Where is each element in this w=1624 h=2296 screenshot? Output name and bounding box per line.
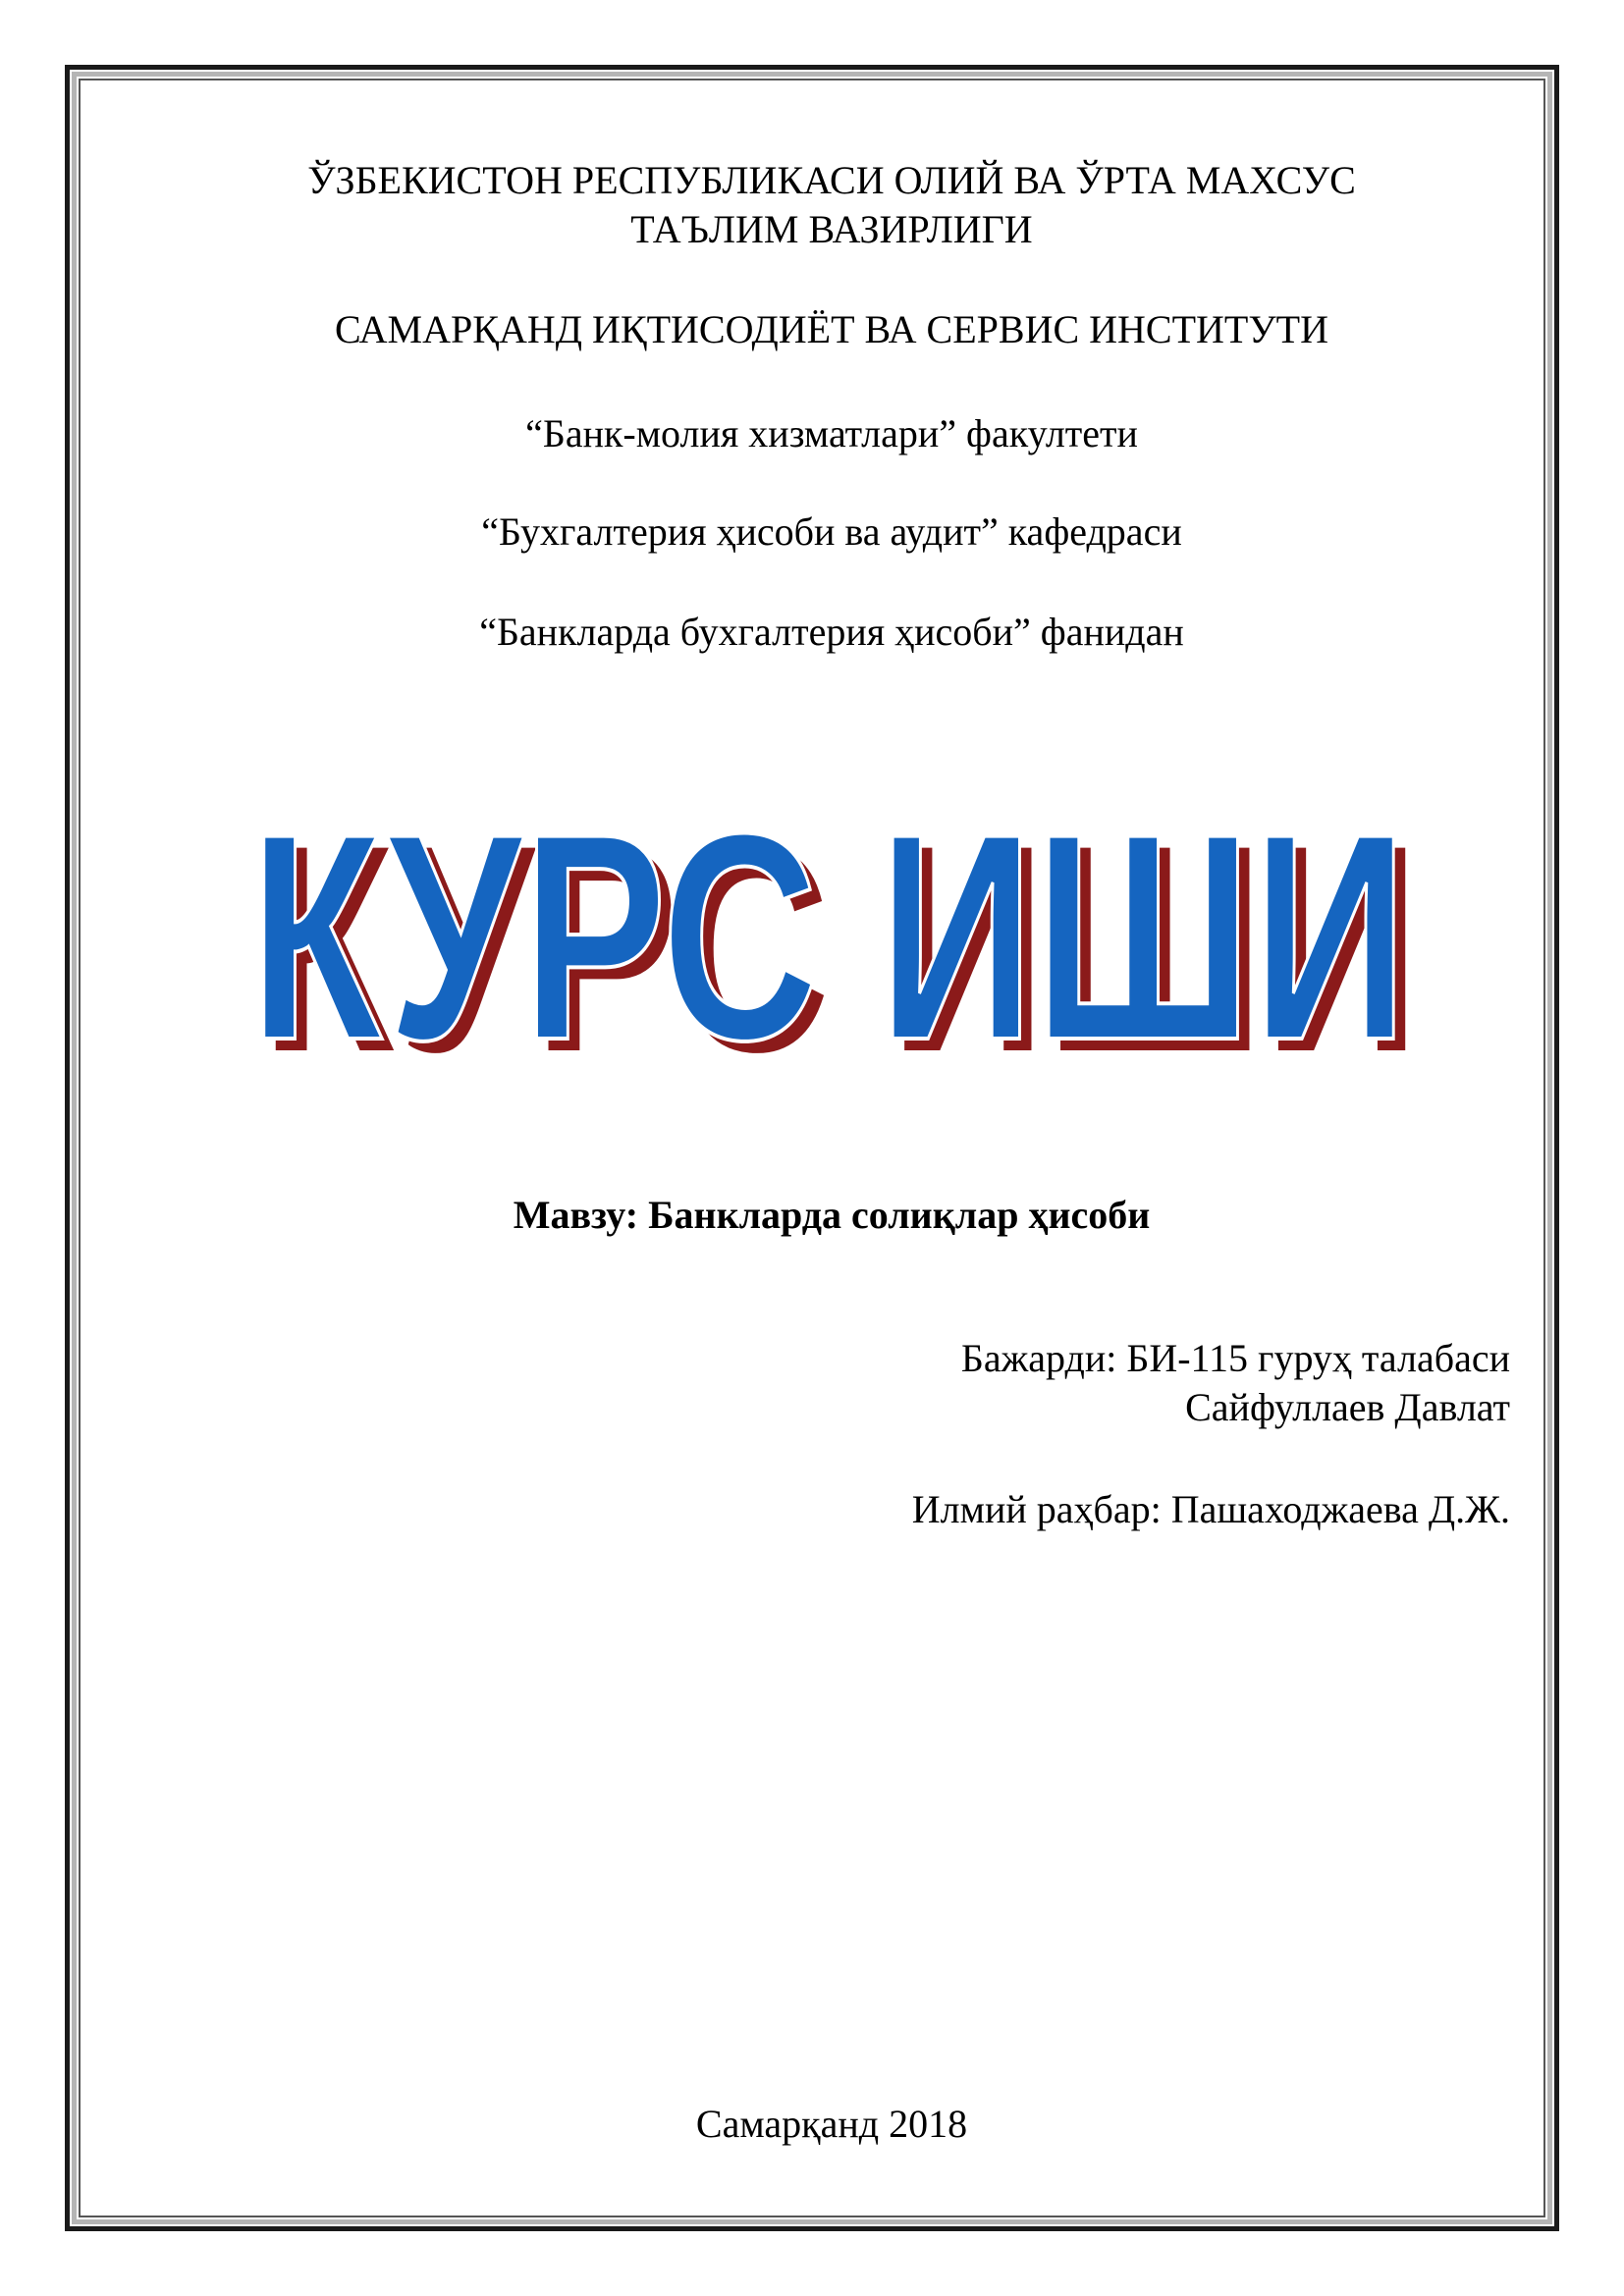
institute-name: САМАРҚАНД ИҚТИСОДИЁТ ВА СЕРВИС ИНСТИТУТИ [334,307,1328,351]
title-main-text: КУРС ИШИ [249,772,1408,1090]
topic-title: Мавзу: Банкларда солиқлар ҳисоби [513,1193,1151,1237]
city-year: Самарқанд 2018 [695,2102,968,2146]
ministry-line-1: ЎЗБЕКИСТОН РЕСПУБЛИКАСИ ОЛИЙ ВА ЎРТА МАХСУС [307,158,1356,202]
ministry-line-2: ТАЪЛИМ ВАЗИРЛИГИ [630,207,1033,251]
supervisor-line: Илмий раҳбар: Пашаходжаева Д.Ж. [911,1487,1510,1531]
author-name: Сайфуллаев Давлат [1185,1385,1510,1429]
course-work-title [236,766,1434,1090]
subject-name: “Банкларда бухгалтерия ҳисоби” фанидан [479,610,1184,654]
page-border-inner [79,79,1545,2217]
faculty-name: “Банк-молия хизматлари” факултети [525,411,1138,455]
author-line-1: Бажарди: БИ-115 гуруҳ талабаси [960,1336,1510,1380]
department-name: “Бухгалтерия ҳисоби ва аудит” кафедраси [481,509,1182,554]
title-shadow-text: КУРС ИШИ [261,783,1420,1090]
